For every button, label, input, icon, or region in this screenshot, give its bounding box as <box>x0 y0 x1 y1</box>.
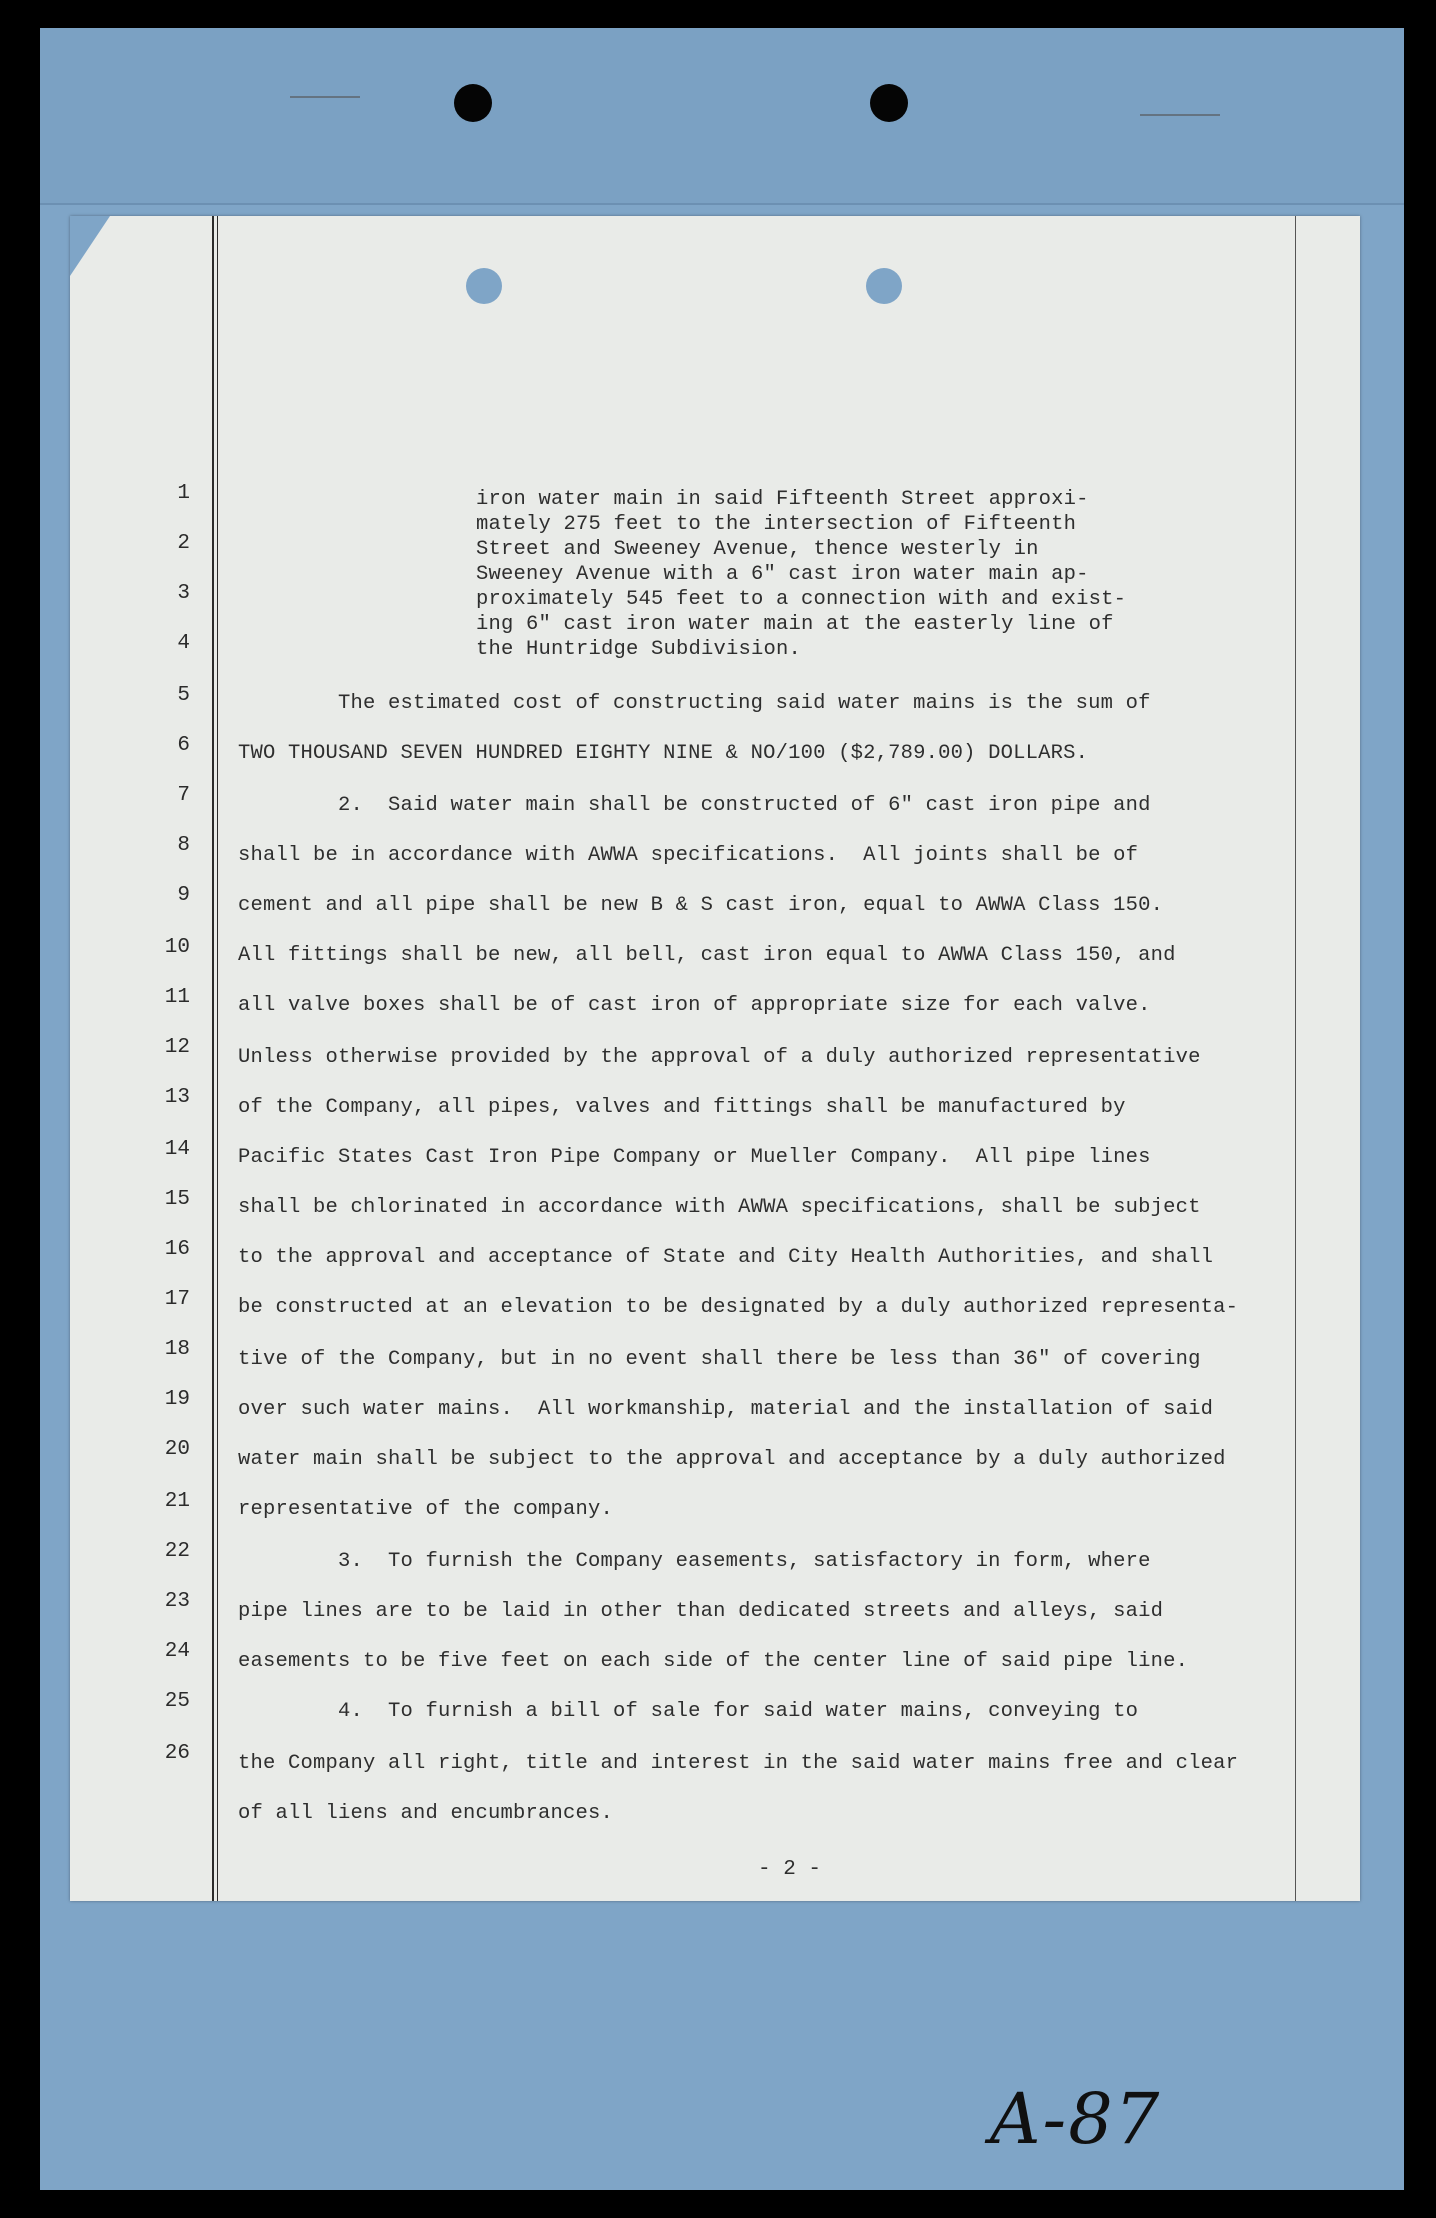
block-line: ing 6" cast iron water main at the easterly line of <box>476 613 1114 636</box>
line-number: 24 <box>164 1640 190 1663</box>
punch-hole-right <box>870 84 908 122</box>
line-number: 26 <box>164 1742 190 1765</box>
line-number: 23 <box>164 1590 190 1613</box>
line-number: 4 <box>177 632 190 655</box>
line-number: 6 <box>177 734 190 757</box>
folder-backing <box>40 28 1404 2190</box>
document-page <box>70 216 1360 1901</box>
body-line: 4. To furnish a bill of sale for said water mains, conveying to <box>238 1700 1139 1723</box>
block-line: Sweeney Avenue with a 6" cast iron water main ap- <box>476 563 1089 586</box>
body-line: of the Company, all pipes, valves and fittings shall be manufactured by <box>238 1096 1126 1119</box>
line-number: 17 <box>164 1288 190 1311</box>
body-line: the Company all right, title and interest in the said water mains free and clear <box>238 1752 1239 1775</box>
body-line: over such water mains. All workmanship, material and the installation of said <box>238 1398 1214 1421</box>
line-number: 20 <box>164 1438 190 1461</box>
body-line: water main shall be subject to the approval and acceptance by a duly authorized <box>238 1448 1226 1471</box>
body-line: TWO THOUSAND SEVEN HUNDRED EIGHTY NINE & NO/100 ($2,789.00) DOLLARS. <box>238 742 1089 765</box>
block-line: the Huntridge Subdivision. <box>476 638 802 661</box>
torn-corner <box>70 216 110 276</box>
body-line: pipe lines are to be laid in other than dedicated streets and alleys, said <box>238 1600 1164 1623</box>
line-number: 16 <box>164 1238 190 1261</box>
body-line: tive of the Company, but in no event shall there be less than 36" of covering <box>238 1348 1201 1371</box>
margin-rule-inner <box>217 216 218 1901</box>
body-line: Unless otherwise provided by the approval of a duly authorized representative <box>238 1046 1201 1069</box>
pencil-mark <box>290 96 360 98</box>
right-margin-rule <box>1295 216 1296 1901</box>
line-number: 10 <box>164 936 190 959</box>
body-line: be constructed at an elevation to be designated by a duly authorized representa- <box>238 1296 1239 1319</box>
margin-rule <box>212 216 214 1901</box>
body-line: easements to be five feet on each side of the center line of said pipe line. <box>238 1650 1189 1673</box>
body-line: 3. To furnish the Company easements, satisfactory in form, where <box>238 1550 1151 1573</box>
line-number: 21 <box>164 1490 190 1513</box>
body-line: all valve boxes shall be of cast iron of appropriate size for each valve. <box>238 994 1151 1017</box>
paper-hole-left <box>466 268 502 304</box>
body-line: The estimated cost of constructing said water mains is the sum of <box>238 692 1151 715</box>
line-number: 12 <box>164 1036 190 1059</box>
line-number: 25 <box>164 1690 190 1713</box>
line-number: 19 <box>164 1388 190 1411</box>
body-line: All fittings shall be new, all bell, cast iron equal to AWWA Class 150, and <box>238 944 1176 967</box>
body-line: to the approval and acceptance of State and City Health Authorities, and shall <box>238 1246 1214 1269</box>
body-line: shall be in accordance with AWWA specifications. All joints shall be of <box>238 844 1139 867</box>
line-number: 14 <box>164 1138 190 1161</box>
body-line: of all liens and encumbrances. <box>238 1802 614 1825</box>
line-number: 13 <box>164 1086 190 1109</box>
body-line: 2. Said water main shall be constructed of 6" cast iron pipe and <box>238 794 1151 817</box>
line-number: 1 <box>177 482 190 505</box>
line-number: 7 <box>177 784 190 807</box>
line-number: 3 <box>177 582 190 605</box>
block-line: proximately 545 feet to a connection with and exist- <box>476 588 1127 611</box>
body-line: shall be chlorinated in accordance with AWWA specifications, shall be subject <box>238 1196 1201 1219</box>
folder-top-strip <box>40 28 1404 205</box>
block-line: mately 275 feet to the intersection of Fifteenth <box>476 513 1077 536</box>
line-number: 5 <box>177 684 190 707</box>
body-line: Pacific States Cast Iron Pipe Company or Mueller Company. All pipe lines <box>238 1146 1151 1169</box>
pencil-mark <box>1140 114 1220 116</box>
line-number: 18 <box>164 1338 190 1361</box>
line-number: 8 <box>177 834 190 857</box>
line-number: 9 <box>177 884 190 907</box>
paper-hole-right <box>866 268 902 304</box>
line-number: 15 <box>164 1188 190 1211</box>
handwritten-label: A-87 <box>990 2078 1162 2160</box>
body-line: representative of the company. <box>238 1498 614 1521</box>
line-number: 11 <box>164 986 190 1009</box>
body-line: cement and all pipe shall be new B & S cast iron, equal to AWWA Class 150. <box>238 894 1164 917</box>
block-line: Street and Sweeney Avenue, thence westerly in <box>476 538 1039 561</box>
page-number: - 2 - <box>758 1858 822 1881</box>
line-number: 2 <box>177 532 190 555</box>
punch-hole-left <box>454 84 492 122</box>
line-number: 22 <box>164 1540 190 1563</box>
block-line: iron water main in said Fifteenth Street approxi- <box>476 488 1089 511</box>
